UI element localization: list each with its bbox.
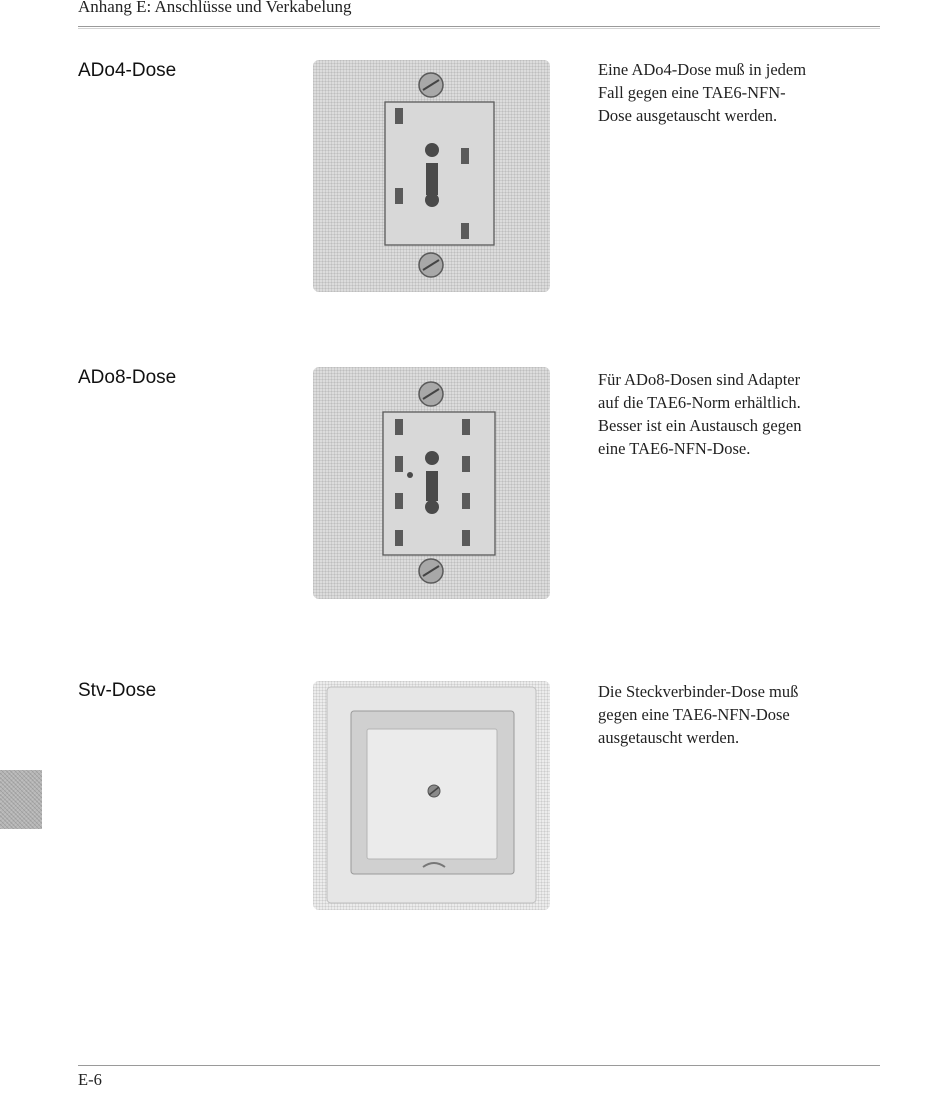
description-ado4: Eine ADo4-Dose muß in jedem Fall gegen eine TAE6-NFN- Dose ausgetauscht werden. xyxy=(598,60,807,125)
chapter-thumb-tab xyxy=(0,770,42,829)
running-header: Anhang E: Anschlüsse und Verkabelung xyxy=(78,0,352,16)
contact-slot xyxy=(425,143,439,207)
description-stv: Die Steckverbinder-Dose muß gegen eine TAE6-NFN-Dose ausgetauscht werden. xyxy=(598,682,799,747)
footer-rule xyxy=(78,1065,880,1066)
contact-slot xyxy=(425,451,439,514)
header-rule xyxy=(78,26,880,27)
screw-icon xyxy=(419,253,443,277)
stv-socket-image xyxy=(313,681,550,910)
header-rule-shadow xyxy=(78,28,880,29)
section-label-ado4: ADo4-Dose xyxy=(78,60,177,81)
description-ado8: Für ADo8-Dosen sind Adapter auf die TAE6-Norm erhältlich. Besser ist ein Austausch gegen eine TAE6-NFN-Dose. xyxy=(598,370,802,458)
screw-icon xyxy=(428,785,440,797)
screw-icon xyxy=(419,382,443,406)
section-label-ado8: ADo8-Dose xyxy=(78,367,177,388)
section-label-stv: Stv-Dose xyxy=(78,680,157,701)
screw-icon xyxy=(419,73,443,97)
page-number: E-6 xyxy=(78,1070,102,1089)
screw-icon xyxy=(419,559,443,583)
ado4-socket-image xyxy=(313,60,550,292)
ado8-socket-image xyxy=(313,367,550,599)
